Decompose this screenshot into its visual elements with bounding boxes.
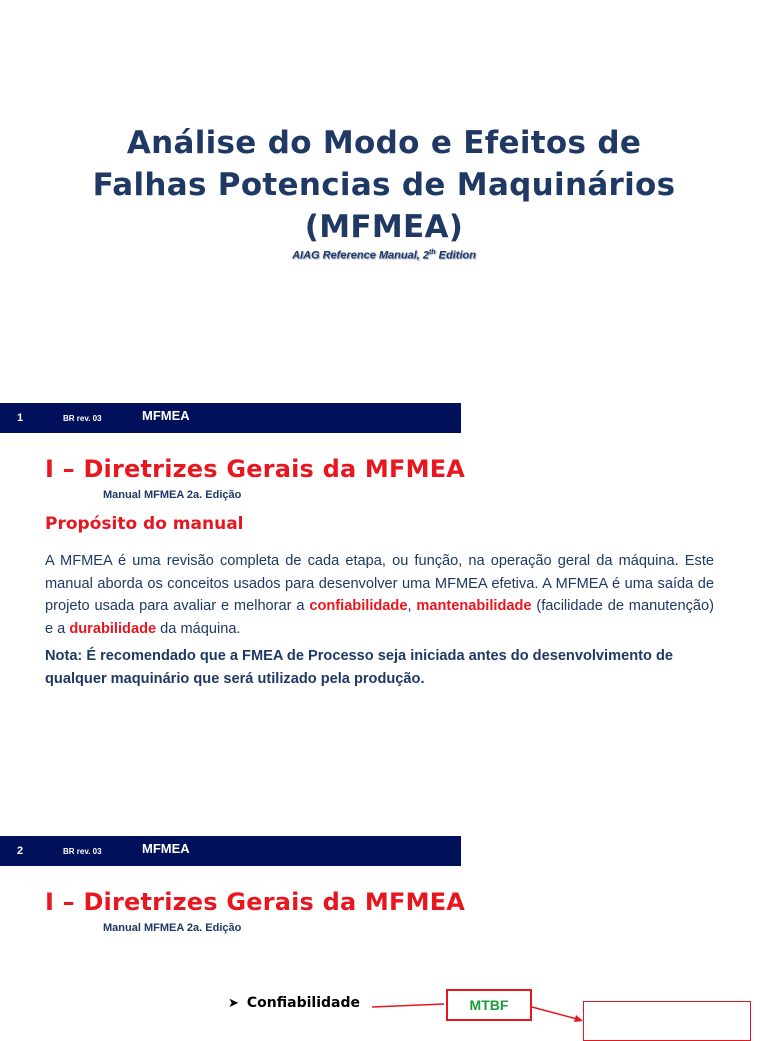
mtbf-box: MTBF (446, 989, 532, 1021)
slide-2-heading: I – Diretrizes Gerais da MFMEA (45, 888, 466, 916)
bullet-arrow-icon: ➤ (228, 996, 239, 1011)
definition-box (583, 1001, 751, 1041)
connector-line-1 (372, 1004, 444, 1007)
slide-1-heading: I – Diretrizes Gerais da MFMEA (45, 455, 466, 483)
slide-1-subheading: Manual MFMEA 2a. Edição (103, 489, 242, 501)
revision-label: BR rev. 03 (63, 847, 102, 856)
slide-number: 2 (17, 845, 24, 857)
note-paragraph: Nota: É recomendado que a FMEA de Processo seja iniciada antes do desenvolvimento de qualquer maquinário que será utilizado pela produção. (45, 648, 673, 687)
bullet-label: Confiabilidade (246, 995, 360, 1011)
document-name: MFMEA (142, 841, 190, 856)
slide-number: 1 (17, 412, 24, 424)
highlight-confiabilidade: confiabilidade (309, 598, 408, 614)
cover-title-line-2: Falhas Potencias de Maquinários (92, 167, 676, 203)
cover-title-line-3: (MFMEA) (304, 209, 464, 245)
connector-line-2 (532, 1007, 577, 1019)
slide-2-subheading: Manual MFMEA 2a. Edição (103, 922, 242, 934)
purpose-paragraph: A MFMEA é uma revisão completa de cada etapa, ou função, na operação geral da máquina. Este manual aborda os conceitos usados para desenvolver uma MFMEA efetiva. A MFMEA é uma saída de projeto usada para avaliar e melhorar a confiabilidade, mantenabilidade (facilidade de manutenção) e a durabilidade da máquina. (45, 553, 714, 637)
highlight-durabilidade: durabilidade (69, 620, 157, 637)
cover-subtitle: AIAG Reference Manual, 2th Edition (292, 249, 476, 262)
connector-arrowhead-icon (574, 1015, 583, 1022)
purpose-title: Propósito do manual (45, 514, 244, 534)
revision-label: BR rev. 03 (63, 414, 102, 423)
highlight-mantenabilidade: mantenabilidade (416, 598, 532, 614)
document-name: MFMEA (142, 408, 190, 423)
cover-title-line-1: Análise do Modo e Efeitos de (126, 125, 642, 161)
